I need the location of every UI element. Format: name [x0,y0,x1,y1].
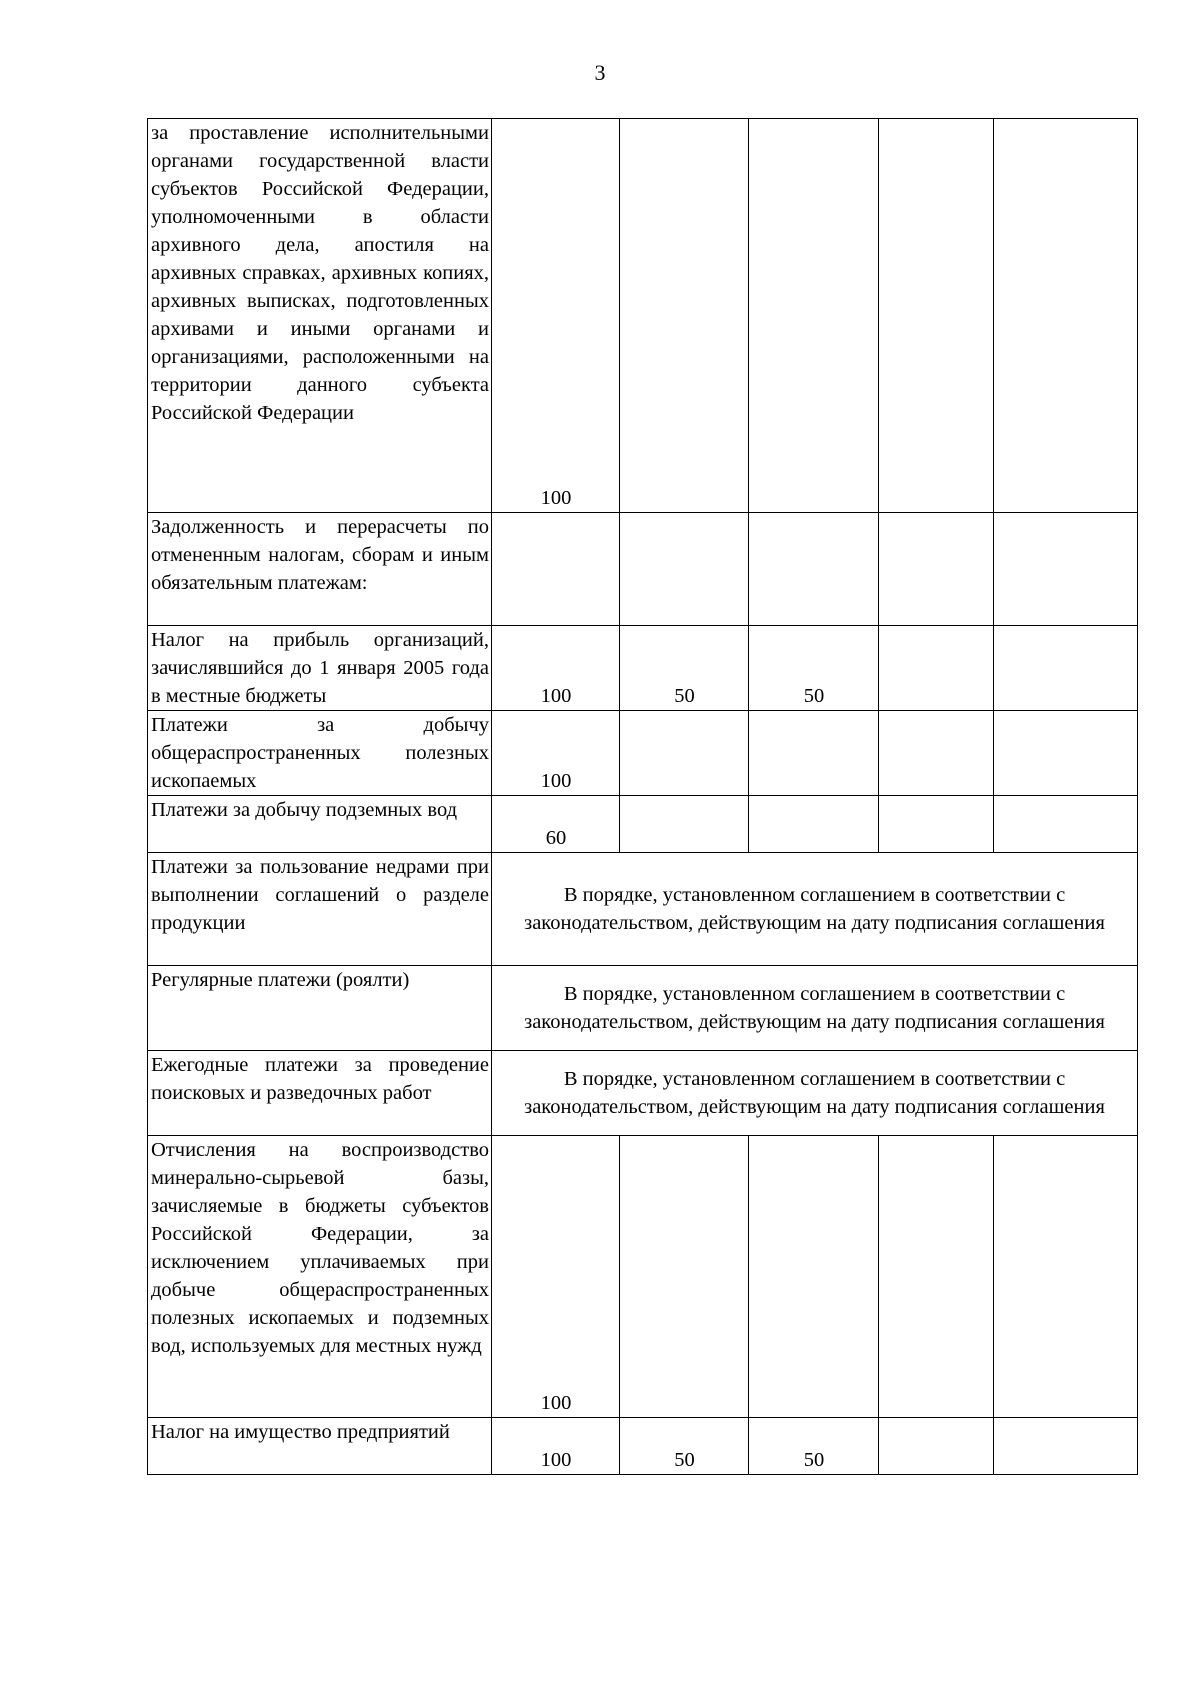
revenue-name-cell: Платежи за добычу подземных вод [148,796,492,853]
value-cell [749,711,879,796]
table-row [148,853,1138,966]
revenue-name-cell: Платежи за пользование недрами при выполнении соглашений о разделе продукции [148,853,492,966]
revenue-name-cell: Задолженность и перерасчеты по отмененным налогам, сборам и иным обязательным платежам: [148,513,492,626]
value-cell [994,711,1138,796]
value-cell: 100 [492,711,620,796]
table-row [148,119,1138,513]
revenue-name-cell: Отчисления на воспроизводство минерально-сырьевой базы, зачисляемые в бюджеты субъектов Российской Федерации, за исключением уплачиваемых при добыче общераспространенных полезных ископаемых и подземных вод, используемых для местных нужд [148,1136,492,1418]
value-cell [879,1418,994,1475]
value-cell [620,119,749,513]
table-row [148,966,1138,1051]
value-cell [749,1136,879,1418]
value-cell [994,626,1138,711]
value-cell [749,119,879,513]
revenue-name-cell: Регулярные платежи (роялти) [148,966,492,1051]
value-cell: 50 [620,626,749,711]
value-cell: 50 [620,1418,749,1475]
value-cell [879,711,994,796]
table-row [148,513,1138,626]
page-number: 3 [594,60,606,85]
table-row [148,1418,1138,1475]
value-cell [879,626,994,711]
value-cell [879,1136,994,1418]
value-cell [994,796,1138,853]
value-cell [620,796,749,853]
table-row [148,1136,1138,1418]
table-row [148,1051,1138,1136]
value-cell [620,1136,749,1418]
revenue-name-cell: Налог на прибыль организаций, зачислявшийся до 1 января 2005 года в местные бюджеты [148,626,492,711]
value-cell: 100 [492,1418,620,1475]
table-row [148,796,1138,853]
value-cell: 100 [492,626,620,711]
value-cell: 50 [749,626,879,711]
value-cell [994,1136,1138,1418]
revenue-name-cell: Налог на имущество предприятий [148,1418,492,1475]
agreement-note-cell: В порядке, установленном соглашением в соответствии с законодательством, действующим на дату подписания соглашения [492,853,1138,966]
agreement-note-cell: В порядке, установленном соглашением в соответствии с законодательством, действующим на дату подписания соглашения [492,1051,1138,1136]
revenue-name-cell: Платежи за добычу общераспространенных полезных ископаемых [148,711,492,796]
revenue-name-cell: за проставление исполнительными органами государственной власти субъектов Российской Федерации, уполномоченными в области архивного дела, апостиля на архивных справках, архивных копиях, архивных выписках, подготовленных архивами и иными органами и организациями, расположенными на территории данного субъекта Российской Федерации [148,119,492,513]
value-cell [749,796,879,853]
table-row [148,711,1138,796]
value-cell [749,513,879,626]
value-cell [994,1418,1138,1475]
value-cell: 100 [492,119,620,513]
value-cell [994,513,1138,626]
value-cell: 60 [492,796,620,853]
budget-distribution-table [147,118,1138,1475]
value-cell [492,513,620,626]
value-cell [620,513,749,626]
value-cell [879,796,994,853]
table-row [148,626,1138,711]
value-cell [620,711,749,796]
agreement-note-cell: В порядке, установленном соглашением в соответствии с законодательством, действующим на дату подписания соглашения [492,966,1138,1051]
value-cell [879,119,994,513]
value-cell: 100 [492,1136,620,1418]
value-cell [879,513,994,626]
value-cell [994,119,1138,513]
value-cell: 50 [749,1418,879,1475]
revenue-name-cell: Ежегодные платежи за проведение поисковых и разведочных работ [148,1051,492,1136]
